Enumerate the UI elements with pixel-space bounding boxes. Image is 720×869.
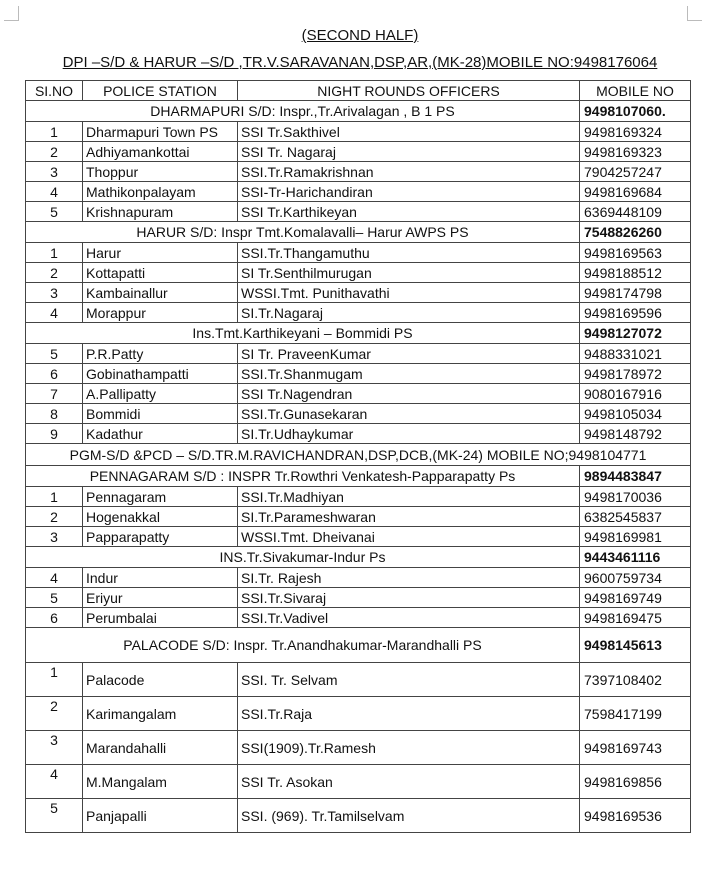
section-row-dharmapuri xyxy=(26,101,691,122)
table-row xyxy=(26,507,691,527)
row-mobile: 7904257247 xyxy=(580,162,691,182)
row-sl-no: 4 xyxy=(26,182,83,202)
row-police-station: Mathikonpalayam xyxy=(83,182,238,202)
header-night-rounds-officers: NIGHT ROUNDS OFFICERS xyxy=(238,81,580,101)
row-sl-no: 3 xyxy=(26,162,83,182)
table-row xyxy=(26,202,691,222)
row-police-station: Bommidi xyxy=(83,404,238,424)
row-officer: SSI Tr.Nagendran xyxy=(238,384,580,404)
row-officer: SI.Tr. Rajesh xyxy=(238,568,580,588)
row-officer: SSI.Tr.Shanmugam xyxy=(238,364,580,384)
row-mobile: 7397108402 xyxy=(580,663,691,697)
row-officer: SSI.Tr.Ramakrishnan xyxy=(238,162,580,182)
row-police-station: P.R.Patty xyxy=(83,344,238,364)
row-mobile: 9498148792 xyxy=(580,424,691,444)
table-row xyxy=(26,608,691,628)
row-officer: SSI.Tr.Thangamuthu xyxy=(238,243,580,263)
table-row xyxy=(26,765,691,799)
row-officer: WSSI.Tmt. Dheivanai xyxy=(238,527,580,547)
page-corner-mark-right xyxy=(687,6,702,21)
section-row-harur xyxy=(26,222,691,243)
table-row xyxy=(26,527,691,547)
table-row xyxy=(26,731,691,765)
row-mobile: 9498170036 xyxy=(580,487,691,507)
row-police-station: Palacode xyxy=(83,663,238,697)
table-row xyxy=(26,487,691,507)
row-police-station: Kambainallur xyxy=(83,283,238,303)
row-police-station: Harur xyxy=(83,243,238,263)
row-police-station: Panjapalli xyxy=(83,799,238,833)
row-officer: SI Tr.Senthilmurugan xyxy=(238,263,580,283)
section-row-pennagaram xyxy=(26,466,691,487)
row-mobile: 7598417199 xyxy=(580,697,691,731)
row-sl-no: 1 xyxy=(26,243,83,263)
row-police-station: Perumbalai xyxy=(83,608,238,628)
row-sl-no: 6 xyxy=(26,608,83,628)
row-officer: SSI.Tr.Gunasekaran xyxy=(238,404,580,424)
section-title: Ins.Tmt.Karthikeyani – Bommidi PS xyxy=(26,323,580,344)
row-sl-no: 8 xyxy=(26,404,83,424)
row-police-station: Kottapatti xyxy=(83,263,238,283)
row-officer: SSI Tr.Sakthivel xyxy=(238,122,580,142)
row-mobile: 9498169743 xyxy=(580,731,691,765)
row-mobile: 9498169856 xyxy=(580,765,691,799)
row-mobile: 9498174798 xyxy=(580,283,691,303)
table-row xyxy=(26,384,691,404)
row-mobile: 9498169563 xyxy=(580,243,691,263)
row-officer: SI.Tr.Parameshwaran xyxy=(238,507,580,527)
table-row xyxy=(26,122,691,142)
row-police-station: M.Mangalam xyxy=(83,765,238,799)
row-sl-no: 2 xyxy=(26,142,83,162)
row-sl-no: 2 xyxy=(26,697,83,731)
table-row xyxy=(26,283,691,303)
table-row xyxy=(26,303,691,323)
row-sl-no: 1 xyxy=(26,487,83,507)
section-title: DHARMAPURI S/D: Inspr.,Tr.Arivalagan , B 1 PS xyxy=(26,101,580,122)
row-sl-no: 2 xyxy=(26,507,83,527)
row-officer: SSI.Tr.Madhiyan xyxy=(238,487,580,507)
row-police-station: Thoppur xyxy=(83,162,238,182)
section-mobile: 9498127072 xyxy=(580,323,691,344)
section-title: INS.Tr.Sivakumar-Indur Ps xyxy=(26,547,580,568)
row-mobile: 6369448109 xyxy=(580,202,691,222)
row-officer: SSI. (969). Tr.Tamilselvam xyxy=(238,799,580,833)
section-mobile: 7548826260 xyxy=(580,222,691,243)
row-mobile: 9080167916 xyxy=(580,384,691,404)
row-officer: SSI. Tr. Selvam xyxy=(238,663,580,697)
row-mobile: 9498169749 xyxy=(580,588,691,608)
table-row xyxy=(26,243,691,263)
row-mobile: 9498178972 xyxy=(580,364,691,384)
document-subtitle: DPI –S/D & HARUR –S/D ,TR.V.SARAVANAN,DSP,AR,(MK-28)MOBILE NO:9498176064 xyxy=(62,54,658,71)
table-row xyxy=(26,697,691,731)
row-mobile: 9488331021 xyxy=(580,344,691,364)
row-mobile: 9498169981 xyxy=(580,527,691,547)
table-row xyxy=(26,182,691,202)
row-police-station: Indur xyxy=(83,568,238,588)
row-sl-no: 5 xyxy=(26,344,83,364)
subdivision-header-pgm-pcd xyxy=(26,444,691,466)
table-header-row xyxy=(26,81,691,101)
row-sl-no: 3 xyxy=(26,283,83,303)
row-police-station: Papparapatty xyxy=(83,527,238,547)
section-title: HARUR S/D: Inspr Tmt.Komalavalli– Harur AWPS PS xyxy=(26,222,580,243)
row-police-station: Gobinathampatti xyxy=(83,364,238,384)
row-officer: SSI Tr. Nagaraj xyxy=(238,142,580,162)
row-mobile: 9498169475 xyxy=(580,608,691,628)
row-officer: WSSI.Tmt. Punithavathi xyxy=(238,283,580,303)
row-sl-no: 7 xyxy=(26,384,83,404)
section-mobile: 9894483847 xyxy=(580,466,691,487)
row-police-station: Kadathur xyxy=(83,424,238,444)
row-police-station: Krishnapuram xyxy=(83,202,238,222)
row-officer: SI.Tr.Udhaykumar xyxy=(238,424,580,444)
row-sl-no: 5 xyxy=(26,588,83,608)
row-police-station: Adhiyamankottai xyxy=(83,142,238,162)
row-police-station: Morappur xyxy=(83,303,238,323)
header-mobile-no: MOBILE NO xyxy=(580,81,691,101)
table-row xyxy=(26,568,691,588)
header-police-station: POLICE STATION xyxy=(83,81,238,101)
row-officer: SI Tr. PraveenKumar xyxy=(238,344,580,364)
table-row xyxy=(26,588,691,608)
row-police-station: Dharmapuri Town PS xyxy=(83,122,238,142)
page-corner-mark-left xyxy=(4,6,19,21)
row-officer: SSI.Tr.Sivaraj xyxy=(238,588,580,608)
section-row-indur xyxy=(26,547,691,568)
row-sl-no: 5 xyxy=(26,202,83,222)
section-row-palacode xyxy=(26,628,691,663)
row-mobile: 9498169323 xyxy=(580,142,691,162)
subdivision-title: PGM-S/D &PCD – S/D.TR.M.RAVICHANDRAN,DSP,DCB,(MK-24) MOBILE NO;9498104771 xyxy=(26,444,691,466)
table-row xyxy=(26,663,691,697)
section-title: PENNAGARAM S/D : INSPR Tr.Rowthri Venkatesh-Papparapatty Ps xyxy=(26,466,580,487)
row-mobile: 9498105034 xyxy=(580,404,691,424)
section-mobile: 9443461116 xyxy=(580,547,691,568)
row-mobile: 9498169324 xyxy=(580,122,691,142)
row-sl-no: 9 xyxy=(26,424,83,444)
row-police-station: Pennagaram xyxy=(83,487,238,507)
row-officer: SSI-Tr-Harichandiran xyxy=(238,182,580,202)
table-row xyxy=(26,364,691,384)
row-sl-no: 6 xyxy=(26,364,83,384)
night-rounds-table xyxy=(25,80,691,833)
table-row xyxy=(26,404,691,424)
row-sl-no: 3 xyxy=(26,527,83,547)
row-sl-no: 1 xyxy=(26,122,83,142)
row-police-station: A.Pallipatty xyxy=(83,384,238,404)
table-row xyxy=(26,424,691,444)
row-officer: SI.Tr.Nagaraj xyxy=(238,303,580,323)
row-mobile: 6382545837 xyxy=(580,507,691,527)
row-police-station: Eriyur xyxy=(83,588,238,608)
row-officer: SSI.Tr.Raja xyxy=(238,697,580,731)
table-row xyxy=(26,263,691,283)
section-row-bommidi xyxy=(26,323,691,344)
row-officer: SSI Tr.Karthikeyan xyxy=(238,202,580,222)
row-mobile: 9498169684 xyxy=(580,182,691,202)
table-row xyxy=(26,344,691,364)
row-police-station: Marandahalli xyxy=(83,731,238,765)
row-sl-no: 4 xyxy=(26,303,83,323)
row-sl-no: 5 xyxy=(26,799,83,833)
row-mobile: 9498169596 xyxy=(580,303,691,323)
row-officer: SSI.Tr.Vadivel xyxy=(238,608,580,628)
section-mobile: 9498107060. xyxy=(580,101,691,122)
row-mobile: 9498188512 xyxy=(580,263,691,283)
table-row xyxy=(26,162,691,182)
section-title: PALACODE S/D: Inspr. Tr.Anandhakumar-Marandhalli PS xyxy=(26,628,580,663)
row-sl-no: 4 xyxy=(26,568,83,588)
row-police-station: Karimangalam xyxy=(83,697,238,731)
table-row xyxy=(26,799,691,833)
row-sl-no: 1 xyxy=(26,663,83,697)
row-police-station: Hogenakkal xyxy=(83,507,238,527)
row-mobile: 9600759734 xyxy=(580,568,691,588)
document-title: (SECOND HALF) xyxy=(301,27,419,44)
row-officer: SSI Tr. Asokan xyxy=(238,765,580,799)
header-sl-no: SI.NO xyxy=(26,81,83,101)
table-row xyxy=(26,142,691,162)
row-mobile: 9498169536 xyxy=(580,799,691,833)
row-officer: SSI(1909).Tr.Ramesh xyxy=(238,731,580,765)
section-mobile: 9498145613 xyxy=(580,628,691,663)
row-sl-no: 4 xyxy=(26,765,83,799)
row-sl-no: 2 xyxy=(26,263,83,283)
row-sl-no: 3 xyxy=(26,731,83,765)
